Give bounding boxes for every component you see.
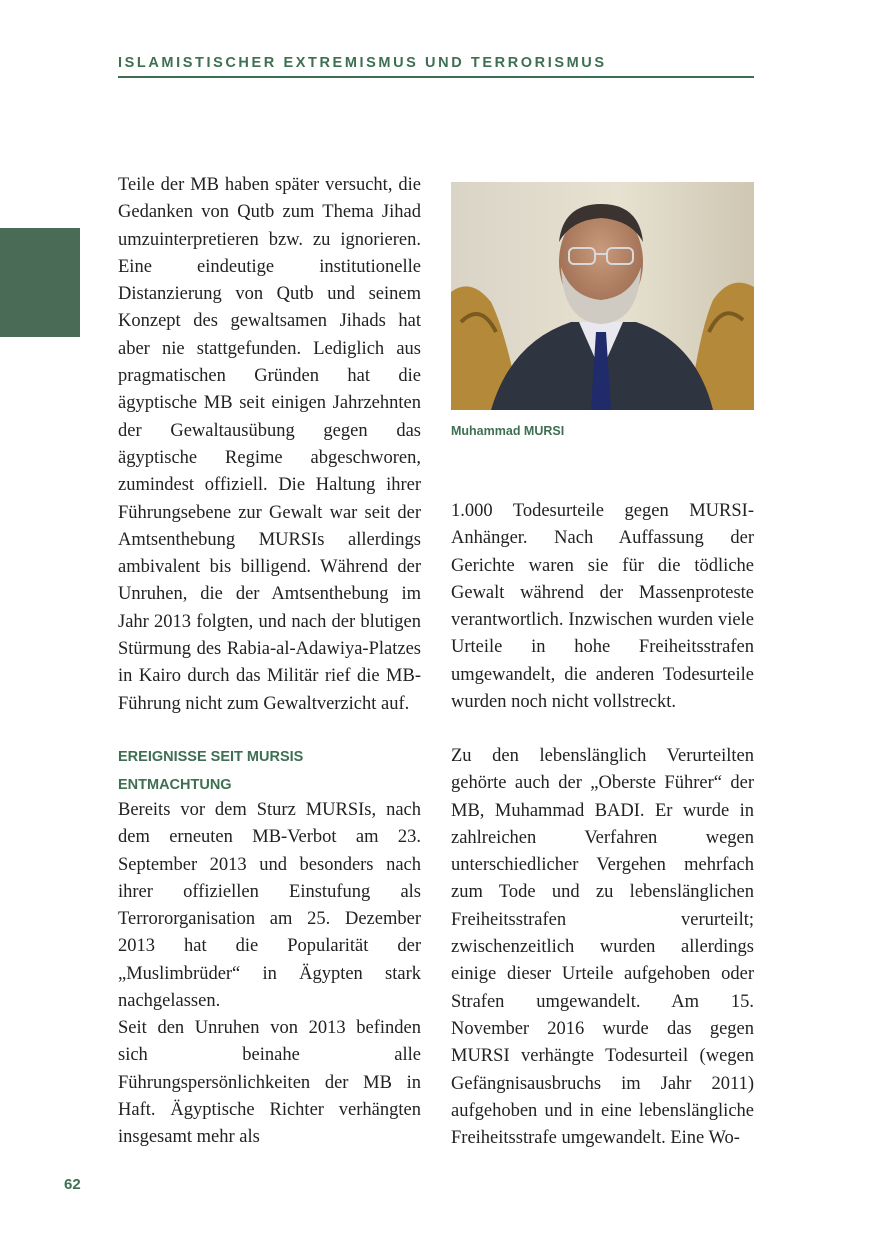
section-heading-line-2: ENTMACHTUNG <box>118 776 232 793</box>
body-paragraph: 1.000 Todesurteile gegen MURSI-Anhänger. Nach Auffassung der Gerichte waren sie für die tödliche Gewalt während der Massenproteste verantwortlich. Inzwischen wurden viele Urteile in hohe Freiheitsstrafen umgewandelt, die anderen Todesurteile wurden noch nicht vollstreckt. <box>451 501 754 713</box>
header-rule <box>118 76 754 78</box>
right-column-paragraph-1 <box>451 498 754 716</box>
body-paragraph: Teile der MB haben später versucht, die Gedanken von Qutb zum Thema Jihad umzuinterpretieren bzw. zu ignorieren. Eine eindeutige institutionelle Distanzierung von Qutb und seinem Konzept des gewaltsamen Jihads hat aber nie stattgefunden. Lediglich aus pragmatischen Gründen hat die ägyptische MB seit einigen Jahrzehnten der Gewaltausübung gegen das ägyptische Regime abgeschworen, zumindest offiziell. Die Haltung ihrer Führungsebene zur Gewalt war seit der Amtsenthebung MURSIs allerdings ambivalent bis billigend. Während der Unruhen, die der Amtsenthebung im Jahr 2013 folgten, und nach der blutigen Stürmung des Rabia-al-Adawiya-Platzes in Kairo durch das Militär rief die MB-Führung nicht zum Gewaltverzicht auf. <box>118 175 421 714</box>
body-paragraph: Bereits vor dem Sturz MURSIs, nach dem erneuten MB-Verbot am 23. September 2013 und besonders nach ihrer offiziellen Einstufung als Terrororganisation am 25. Dezember 2013 hat die Popularität der „Muslimbrüder“ in Ägypten stark nachgelassen. <box>118 800 421 1012</box>
running-header-title: ISLAMISTISCHER EXTREMISMUS UND TERRORISMUS <box>118 55 607 71</box>
portrait-photo <box>451 182 754 410</box>
left-column-paragraph-1 <box>118 172 421 718</box>
body-paragraph: Seit den Unruhen von 2013 befinden sich beinahe alle Führungspersönlichkeiten der MB in Haft. Ägyptische Richter verhängten insgesamt mehr als <box>118 1018 421 1148</box>
right-column-paragraph-2 <box>451 743 754 1152</box>
section-heading-line-1: EREIGNISSE SEIT MURSIS <box>118 749 304 765</box>
section-heading <box>118 744 421 799</box>
body-paragraph: Zu den lebenslänglich Verurteilten gehörte auch der „Oberste Führer“ der MB, Muhammad BADI. Er wurde in zahlreichen Verfahren wegen unterschiedlicher Vergehen mehrfach zum Tode und zu lebenslänglichen Freiheitsstrafen verurteilt; zwischenzeitlich wurden allerdings einige dieser Urteile aufgehoben oder Strafen umgewandelt. Am 15. November 2016 wurde das gegen MURSI verhängte Todesurteil (wegen Gefängnisausbruchs im Jahr 2011) aufgehoben und in eine lebenslängliche Freiheitsstrafe umgewandelt. Eine Wo- <box>451 746 754 1149</box>
photo-caption: Muhammad MURSI <box>451 424 565 438</box>
chapter-tab-marker <box>0 228 80 337</box>
left-column-paragraph-2 <box>118 797 421 1015</box>
page-number: 62 <box>64 1176 81 1193</box>
left-column-paragraph-3 <box>118 1015 421 1151</box>
